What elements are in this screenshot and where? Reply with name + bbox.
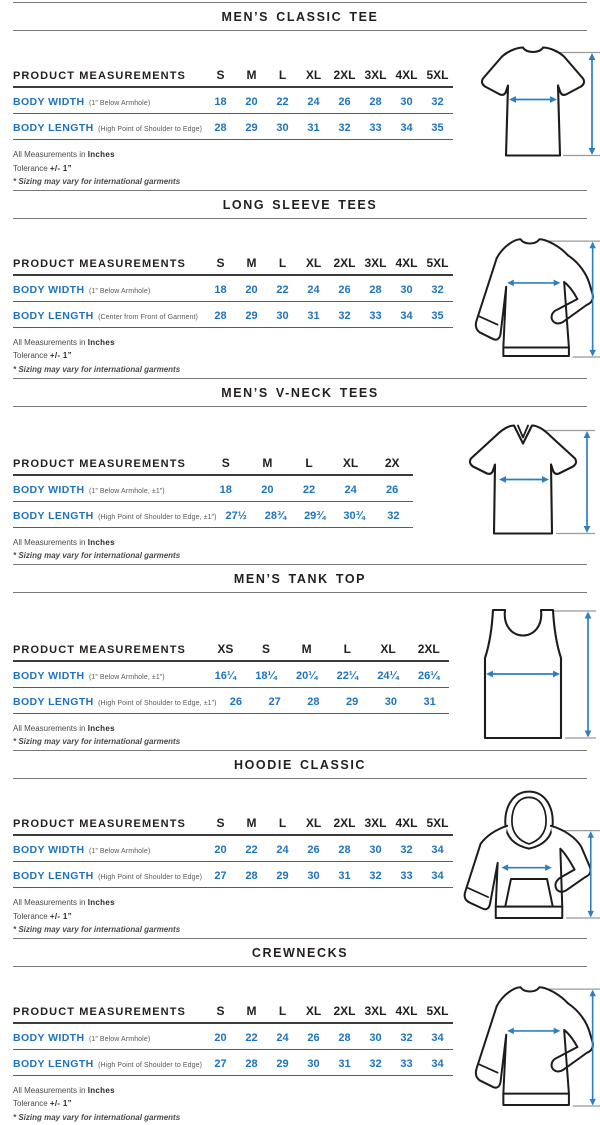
table-header-row	[13, 252, 453, 276]
body-width-row	[13, 1024, 453, 1050]
body-width-arrow	[507, 279, 560, 285]
body-length-values	[205, 1058, 453, 1070]
measurement-value: 32	[338, 122, 351, 134]
size-column-header: XL	[380, 641, 396, 656]
size-column-headers	[205, 456, 413, 470]
measurement-value: 30¾	[343, 509, 365, 522]
table-header-row	[13, 452, 413, 476]
measurement-value: 32	[431, 96, 444, 108]
measurement-value: 35	[431, 122, 444, 134]
footnotes	[13, 148, 453, 189]
size-column-header: 2XL	[333, 1003, 356, 1018]
hoodie-illustration	[453, 785, 600, 937]
footnotes	[13, 722, 449, 749]
right-sleeve-outline	[551, 826, 591, 907]
table-header-row	[13, 64, 453, 88]
section-title-bar	[13, 378, 587, 407]
body-width-values	[205, 96, 453, 108]
measurement-value: 32	[431, 283, 444, 296]
measurement-value: 32	[369, 1057, 382, 1070]
measurement-value: 26	[307, 1031, 320, 1044]
measurement-value: 28	[307, 695, 320, 708]
body-length-values	[217, 696, 449, 708]
right-sleeve-outline	[552, 1003, 593, 1093]
measurement-value: 30	[307, 869, 320, 882]
row-label: BODY LENGTH	[13, 309, 94, 322]
size-column-header: M	[246, 815, 257, 830]
size-column-headers	[205, 256, 453, 270]
section-title: LONG SLEEVE TEES	[222, 197, 378, 212]
measurement-value: 20	[261, 483, 274, 496]
measurements-table	[13, 1000, 453, 1076]
body-length-row	[13, 1050, 453, 1076]
section-title-bar	[13, 564, 587, 593]
footnote-tolerance: Tolerance +/- 1”	[13, 163, 72, 173]
crewneck-sweatshirt-illustration	[453, 973, 600, 1123]
row-note: (High Point of Shoulder to Edge, ±1”)	[98, 513, 217, 521]
measurement-value: 30	[369, 1031, 382, 1044]
size-column-header: L	[343, 641, 352, 656]
size-column-header: L	[278, 255, 287, 270]
measurement-value: 29	[346, 695, 359, 708]
measurement-value: 22¼	[336, 669, 359, 682]
measurement-value: 30	[369, 843, 382, 856]
footnote-sizing: * Sizing may vary for international garments	[13, 364, 181, 374]
measurement-value: 31	[307, 309, 320, 322]
measurement-value: 33	[400, 869, 413, 882]
row-label: BODY WIDTH	[13, 843, 85, 856]
size-column-header: XL	[305, 1003, 322, 1018]
measurement-value: 22	[245, 1031, 258, 1044]
size-column-header: 4XL	[395, 815, 418, 830]
body-length-row	[13, 502, 413, 528]
section-long-sleeve-tees	[0, 190, 600, 377]
footnotes	[13, 1084, 453, 1125]
size-column-header: S	[216, 68, 225, 82]
measurement-value: 18	[219, 483, 232, 496]
section-crewnecks	[0, 938, 600, 1125]
section-title-bar	[13, 190, 587, 219]
size-column-header: 5XL	[426, 68, 449, 82]
measurements-table	[13, 638, 449, 714]
measurement-value: 24	[344, 483, 357, 496]
measurements-table	[13, 64, 453, 140]
shoulders-outline	[497, 987, 568, 1006]
row-label: BODY WIDTH	[13, 283, 85, 296]
size-column-header: 5XL	[426, 255, 449, 270]
row-note: (High Point of Shoulder to Edge, ±1”)	[98, 699, 217, 707]
size-column-header: S	[262, 641, 271, 656]
row-label: BODY WIDTH	[13, 483, 85, 496]
row-label: BODY LENGTH	[13, 1057, 94, 1070]
size-column-header: XL	[305, 255, 322, 270]
section-title: HOODIE CLASSIC	[233, 757, 367, 772]
body-width-values	[205, 484, 413, 496]
size-column-header: XL	[342, 455, 359, 470]
measurement-value: 34	[431, 1031, 444, 1044]
size-column-header: M	[262, 455, 273, 470]
measurement-value: 20	[214, 1031, 227, 1044]
measurements-table	[13, 252, 453, 328]
measurement-value: 20	[245, 283, 258, 296]
body-length-arrow	[585, 611, 592, 737]
measurement-value: 27½	[225, 509, 247, 522]
size-column-header: M	[246, 1003, 257, 1018]
section-title-bar	[13, 2, 587, 31]
section-title: MEN’S V-NECK TEES	[221, 385, 379, 400]
footnote-sizing: * Sizing may vary for international garments	[13, 177, 181, 187]
measurement-value: 33	[400, 1057, 413, 1070]
right-sleeve-outline	[552, 255, 593, 347]
body-length-values	[205, 310, 453, 322]
size-column-header: L	[305, 455, 313, 470]
measurement-value: 26	[386, 483, 399, 496]
footnote-units: All Measurements in Inches	[13, 150, 115, 159]
size-column-headers	[205, 816, 453, 830]
size-column-header: XL	[305, 68, 322, 82]
body-length-row	[13, 302, 453, 328]
left-sleeve-outline	[476, 258, 506, 347]
hem-band	[503, 347, 569, 356]
size-column-headers	[205, 1004, 453, 1018]
size-column-headers	[205, 68, 453, 82]
measurement-value: 22	[245, 843, 258, 856]
measurement-value: 35	[431, 309, 444, 322]
measurement-value: 32	[369, 869, 382, 882]
row-label: BODY WIDTH	[13, 1031, 85, 1044]
measurement-value: 26	[338, 283, 351, 296]
measurement-value: 20	[214, 843, 227, 856]
row-label: BODY LENGTH	[13, 122, 94, 134]
size-column-header: 5XL	[426, 1003, 449, 1018]
body-width-arrow	[507, 1027, 560, 1033]
measurement-value: 34	[400, 122, 413, 134]
measurement-value: 32	[400, 1031, 413, 1044]
body-width-values	[205, 844, 453, 856]
measurement-value: 30	[400, 283, 413, 296]
footnotes	[13, 896, 453, 937]
size-column-header: L	[278, 815, 287, 830]
measurement-value: 30	[276, 309, 289, 322]
table-header-row	[13, 812, 453, 836]
footnote-tolerance: Tolerance +/- 1”	[13, 1099, 72, 1109]
table-header-label: PRODUCT MEASUREMENTS	[13, 257, 186, 270]
body-width-row	[13, 836, 453, 862]
footnote-tolerance: Tolerance +/- 1”	[13, 351, 72, 361]
measurement-value: 29	[276, 869, 289, 882]
measurement-value: 24	[307, 96, 320, 108]
section-title-bar	[13, 750, 587, 779]
body-width-row	[13, 476, 413, 502]
body-length-row	[13, 688, 449, 714]
body-width-values	[205, 1032, 453, 1044]
size-column-header: 4XL	[395, 1003, 418, 1018]
measurement-value: 28	[214, 309, 227, 322]
footnote-sizing: * Sizing may vary for international garments	[13, 925, 181, 935]
section-title-bar	[13, 938, 587, 967]
long-sleeve-tee-illustration	[453, 225, 600, 375]
body-length-values	[205, 870, 453, 882]
size-column-header: 3XL	[364, 255, 387, 270]
waistband	[503, 1093, 569, 1104]
measurement-value: 33	[369, 122, 382, 134]
size-column-header: M	[301, 641, 312, 656]
size-column-header: 2XL	[333, 68, 356, 82]
waistband	[496, 907, 563, 918]
measurement-value: 20	[245, 96, 258, 108]
size-column-header: 3XL	[364, 815, 387, 830]
size-column-header: 4XL	[395, 255, 418, 270]
measurement-value: 22	[302, 483, 316, 496]
footnotes	[13, 536, 448, 563]
measurement-value: 30	[400, 96, 413, 108]
left-sleeve-outline	[476, 1006, 506, 1093]
row-note: (1” Below Armhole, ±1”)	[88, 673, 165, 681]
body-width-values	[205, 284, 453, 296]
measurement-value: 32	[338, 309, 351, 322]
footnote-sizing: * Sizing may vary for international garments	[13, 551, 181, 561]
section-title: MEN’S TANK TOP	[233, 571, 367, 586]
body-length-row	[13, 114, 453, 140]
table-header-label: PRODUCT MEASUREMENTS	[13, 643, 186, 656]
measurement-value: 26	[307, 843, 320, 856]
body-width-row	[13, 276, 453, 302]
measurement-value: 30	[307, 1057, 320, 1070]
measurement-value: 27	[214, 869, 227, 882]
measurement-value: 33	[369, 309, 382, 322]
measurement-value: 34	[431, 869, 444, 882]
body-length-arrow	[584, 431, 591, 533]
row-label: BODY LENGTH	[13, 509, 94, 522]
row-note: (1” Below Armhole)	[88, 100, 151, 107]
size-column-header: L	[278, 68, 287, 82]
size-column-header: M	[246, 68, 257, 82]
section-mens-v-neck-tees	[0, 378, 600, 563]
size-column-header: 2XL	[417, 641, 440, 656]
v-neck-tee-illustration	[448, 413, 598, 563]
row-note: (High Point of Shoulder to Edge)	[98, 1061, 203, 1069]
measurements-table	[13, 812, 453, 888]
body-length-values	[217, 510, 413, 522]
footnotes	[13, 336, 453, 377]
table-header-row	[13, 1000, 453, 1024]
footnote-sizing: * Sizing may vary for international garments	[13, 1112, 181, 1122]
measurement-value: 28¾	[264, 509, 287, 522]
body-length-row	[13, 862, 453, 888]
measurement-value: 30	[384, 695, 398, 708]
size-column-header: 4XL	[395, 68, 418, 82]
measurement-value: 22	[276, 96, 289, 108]
size-column-header: XS	[217, 641, 234, 656]
measurement-value: 32	[400, 843, 413, 856]
size-column-header: 3XL	[364, 1003, 387, 1018]
footnote-units: All Measurements in Inches	[13, 723, 115, 733]
body-width-row	[13, 662, 449, 688]
measurement-value: 34	[400, 309, 413, 322]
section-mens-tank-top	[0, 564, 600, 749]
size-column-header: S	[216, 815, 225, 830]
body-width-values	[205, 670, 449, 682]
tee-outline	[482, 48, 584, 156]
size-column-header: 2X	[384, 455, 400, 470]
row-note: (1” Below Armhole)	[88, 287, 151, 295]
measurement-value: 24¼	[377, 669, 399, 682]
row-label: BODY LENGTH	[13, 869, 94, 882]
size-column-header: L	[278, 1003, 287, 1018]
table-header-row	[13, 638, 449, 662]
measurement-value: 29¾	[304, 509, 326, 522]
measurement-value: 29	[245, 122, 258, 134]
measurement-value: 18¼	[255, 669, 277, 682]
size-column-header: S	[216, 255, 225, 270]
measurement-value: 26	[229, 695, 243, 708]
row-label: BODY WIDTH	[13, 96, 85, 108]
section-hoodie-classic	[0, 750, 600, 937]
table-header-label: PRODUCT MEASUREMENTS	[13, 817, 186, 830]
size-column-header: 3XL	[364, 68, 387, 82]
measurement-value: 28	[338, 1031, 351, 1044]
measurement-value: 26¼	[417, 669, 440, 682]
measurement-value: 28	[245, 869, 258, 882]
measurement-value: 32	[387, 509, 400, 522]
kangaroo-pocket	[505, 879, 553, 907]
section-mens-classic-tee	[0, 2, 600, 189]
table-header-label: PRODUCT MEASUREMENTS	[13, 70, 186, 82]
measurement-value: 24	[307, 283, 320, 296]
measurement-value: 26	[338, 96, 351, 108]
measurement-value: 30	[276, 122, 289, 134]
row-note: (1” Below Armhole, ±1”)	[88, 487, 165, 495]
size-column-header: S	[216, 1003, 225, 1018]
size-column-header: 2XL	[333, 815, 356, 830]
measurement-value: 31	[423, 695, 436, 708]
measurement-value: 16¼	[214, 669, 237, 682]
table-header-label: PRODUCT MEASUREMENTS	[13, 457, 186, 470]
measurement-value: 18	[214, 96, 227, 108]
measurement-value: 24	[276, 1031, 289, 1044]
measurement-value: 29	[276, 1057, 289, 1070]
measurement-value: 31	[338, 1057, 351, 1070]
measurement-value: 27	[214, 1057, 227, 1070]
measurement-value: 28	[369, 283, 382, 296]
measurement-value: 31	[338, 869, 351, 882]
measurement-value: 20¼	[295, 669, 318, 682]
measurement-value: 34	[431, 843, 444, 856]
size-column-headers	[205, 642, 449, 656]
size-column-header: M	[246, 255, 257, 270]
body-width-arrow	[501, 864, 551, 870]
row-note: (High Point of Shoulder to Edge)	[98, 126, 203, 133]
measurement-value: 18	[214, 283, 227, 296]
size-column-header: 5XL	[426, 815, 449, 830]
measurement-value: 22	[276, 283, 289, 296]
tank-top-illustration	[449, 599, 599, 751]
footnote-units: All Measurements in Inches	[13, 1085, 115, 1095]
body-length-arrow	[589, 53, 596, 155]
footnote-units: All Measurements in Inches	[13, 537, 115, 547]
measurement-value: 31	[307, 122, 320, 134]
short-sleeve-tee-illustration	[453, 37, 600, 187]
section-title: CREWNECKS	[251, 945, 349, 960]
footnote-sizing: * Sizing may vary for international garments	[13, 737, 181, 747]
size-column-header: 2XL	[333, 255, 356, 270]
row-label: BODY WIDTH	[13, 669, 85, 682]
shoulders-outline	[497, 239, 568, 258]
row-note: (Center from Front of Garment)	[98, 313, 198, 321]
section-title: MEN’S CLASSIC TEE	[221, 10, 379, 24]
footnote-units: All Measurements in Inches	[13, 337, 115, 347]
body-length-values	[205, 122, 453, 134]
footnote-units: All Measurements in Inches	[13, 897, 115, 907]
measurement-value: 29	[245, 309, 258, 322]
footnote-tolerance: Tolerance +/- 1”	[13, 911, 72, 921]
row-note: (1” Below Armhole)	[88, 1035, 151, 1043]
table-header-label: PRODUCT MEASUREMENTS	[13, 1005, 186, 1018]
measurement-value: 28	[369, 96, 382, 108]
measurements-table	[13, 452, 413, 528]
size-column-header: S	[221, 455, 230, 470]
measurement-value: 34	[431, 1057, 444, 1070]
row-note: (High Point of Shoulder to Edge)	[98, 873, 203, 881]
measurement-value: 24	[276, 843, 289, 856]
body-width-row	[13, 88, 453, 114]
row-note: (1” Below Armhole)	[88, 847, 151, 855]
size-column-header: XL	[305, 815, 322, 830]
measurement-value: 27	[268, 695, 281, 708]
measurement-value: 28	[338, 843, 351, 856]
measurement-value: 28	[245, 1057, 258, 1070]
measurement-value: 28	[214, 122, 227, 134]
row-label: BODY LENGTH	[13, 695, 94, 708]
